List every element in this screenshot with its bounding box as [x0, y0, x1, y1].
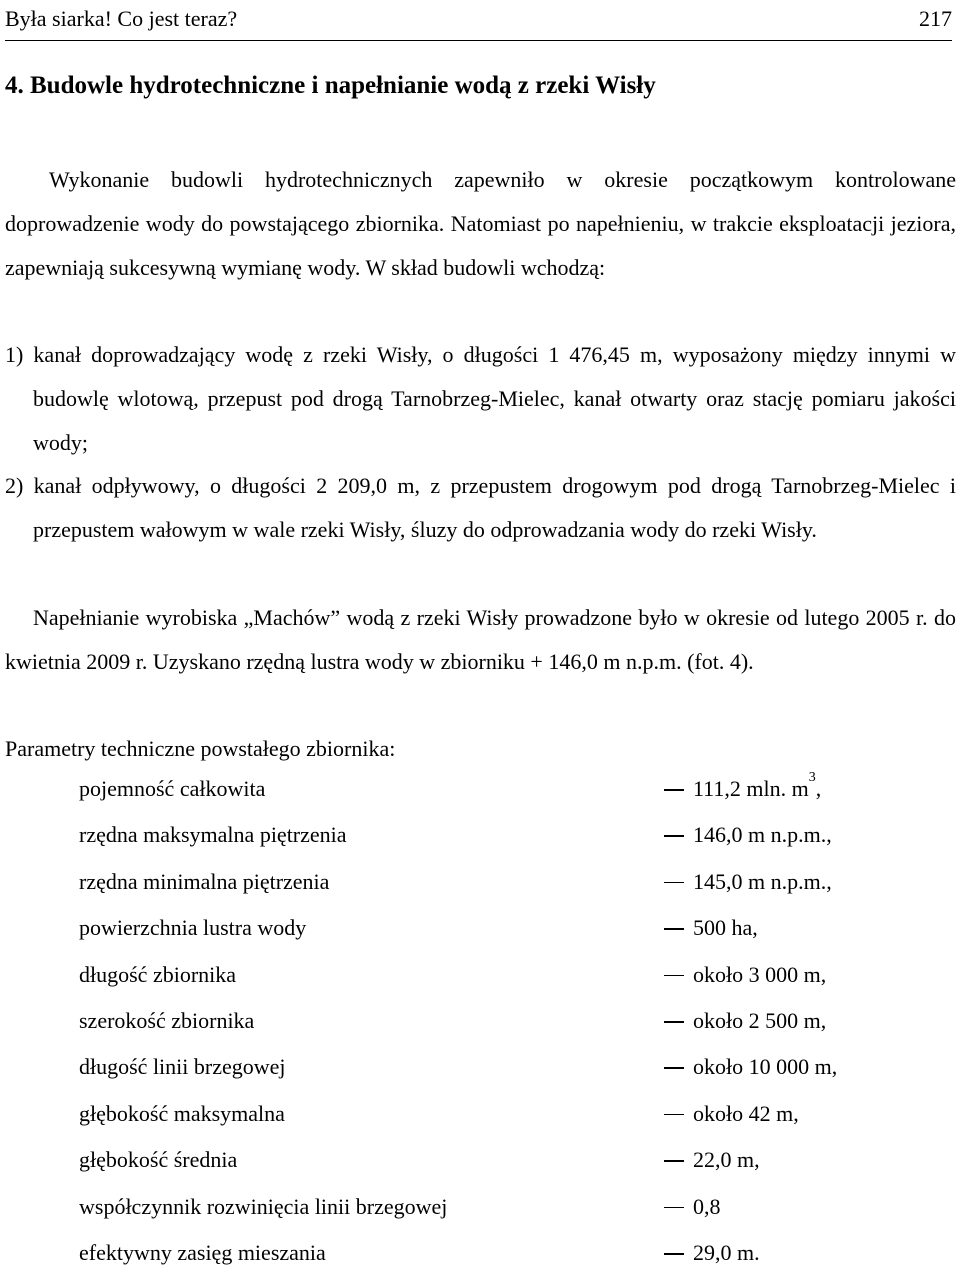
parameter-value: około 42 m,: [693, 1100, 799, 1126]
parameter-row: [0, 1232, 960, 1272]
parameters-heading: Parametry techniczne powstałego zbiornika:: [5, 736, 396, 761]
dash: [664, 882, 684, 884]
parameter-name: długość linii brzegowej: [79, 1054, 286, 1080]
parameter-name: efektywny zasięg mieszania: [79, 1240, 326, 1265]
section-title: 4. Budowle hydrotechniczne i napełnianie wodą z rzeki Wisły: [5, 72, 656, 99]
list-item-outlet-canal: 2) kanał odpływowy, o długości 2 209,0 m, z przepustem drogowym pod drogą Tarnobrzeg-Mielec i przepustem wałowym w wale rzeki Wisły, śluzy do odprowadzania wody do rzeki Wisły.: [5, 473, 956, 542]
dash: [664, 1021, 684, 1023]
filling-paragraph: Napełnianie wyrobiska „Machów” wodą z rzeki Wisły prowadzone było w okresie od lutego 2005 r. do kwietnia 2009 r. Uzyskano rzędną lustra wody w zbiorniku + 146,0 m n.p.m. (fot. 4).: [5, 605, 956, 674]
parameter-row: [0, 861, 960, 901]
parameter-name: powierzchnia lustra wody: [79, 915, 307, 941]
parameter-name: głębokość średnia: [79, 1147, 238, 1173]
parameter-row: [0, 1000, 960, 1040]
intro-paragraph: Wykonanie budowli hydrotechnicznych zapewniło w okresie początkowym kontrolowane doprowadzenie wody do powstającego zbiornika. Natomiast po napełnieniu, w trakcie eksploatacji jeziora, zapewniają sukcesywną wymianę wody. W skład budowli wchodzą:: [5, 167, 956, 280]
dash: [664, 1114, 684, 1116]
parameter-row: [0, 1046, 960, 1086]
page-number: 217: [919, 6, 952, 31]
parameter-value: 29,0 m.: [693, 1240, 760, 1265]
parameter-name: rzędna minimalna piętrzenia: [79, 868, 330, 894]
parameter-name: współczynnik rozwinięcia linii brzegowej: [79, 1193, 448, 1219]
parameter-name: pojemność całkowita: [79, 776, 266, 801]
parameter-row: [0, 954, 960, 994]
parameter-value: 111,2 mln. $m^3$,: [693, 770, 822, 801]
parameter-value: około 2 500 m,: [693, 1008, 827, 1033]
dash: [664, 1160, 684, 1162]
dash: [664, 835, 684, 837]
parameter-row: [0, 814, 960, 854]
parameter-name: głębokość maksymalna: [79, 1100, 285, 1126]
parameter-row: [0, 907, 960, 947]
parameter-value: około 10 000 m,: [693, 1054, 838, 1080]
dash: [664, 1253, 684, 1255]
parameter-row: [0, 768, 960, 808]
list-item-inlet-canal: 1) kanał doprowadzający wodę z rzeki Wisły, o długości 1 476,45 m, wyposażony między innymi w budowlę wlotową, przepust pod drogą Tarnobrzeg-Mielec, kanał otwarty oraz stację pomiaru jakości wody;: [5, 342, 956, 455]
dash: [664, 975, 684, 977]
parameter-value: 22,0 m,: [693, 1147, 760, 1173]
parameter-value: około 3 000 m,: [693, 961, 827, 987]
dash: [664, 1207, 684, 1209]
dash: [664, 928, 684, 930]
parameter-name: szerokość zbiornika: [79, 1008, 255, 1033]
running-title: Była siarka! Co jest teraz?: [5, 6, 238, 31]
parameter-row: [0, 1139, 960, 1179]
parameter-value: 145,0 m n.p.m.,: [693, 868, 832, 894]
dash: [664, 1067, 684, 1069]
parameter-row: [0, 1093, 960, 1133]
parameter-value: 500 ha,: [693, 915, 758, 941]
superscript: 3: [808, 770, 816, 785]
parameter-value: 146,0 m n.p.m.,: [693, 822, 832, 848]
page-header: [5, 0, 952, 41]
dash: [664, 789, 684, 791]
parameter-name: rzędna maksymalna piętrzenia: [79, 822, 347, 848]
parameter-value: 0,8: [693, 1193, 721, 1219]
parameter-name: długość zbiornika: [79, 961, 237, 987]
parameter-row: [0, 1186, 960, 1226]
